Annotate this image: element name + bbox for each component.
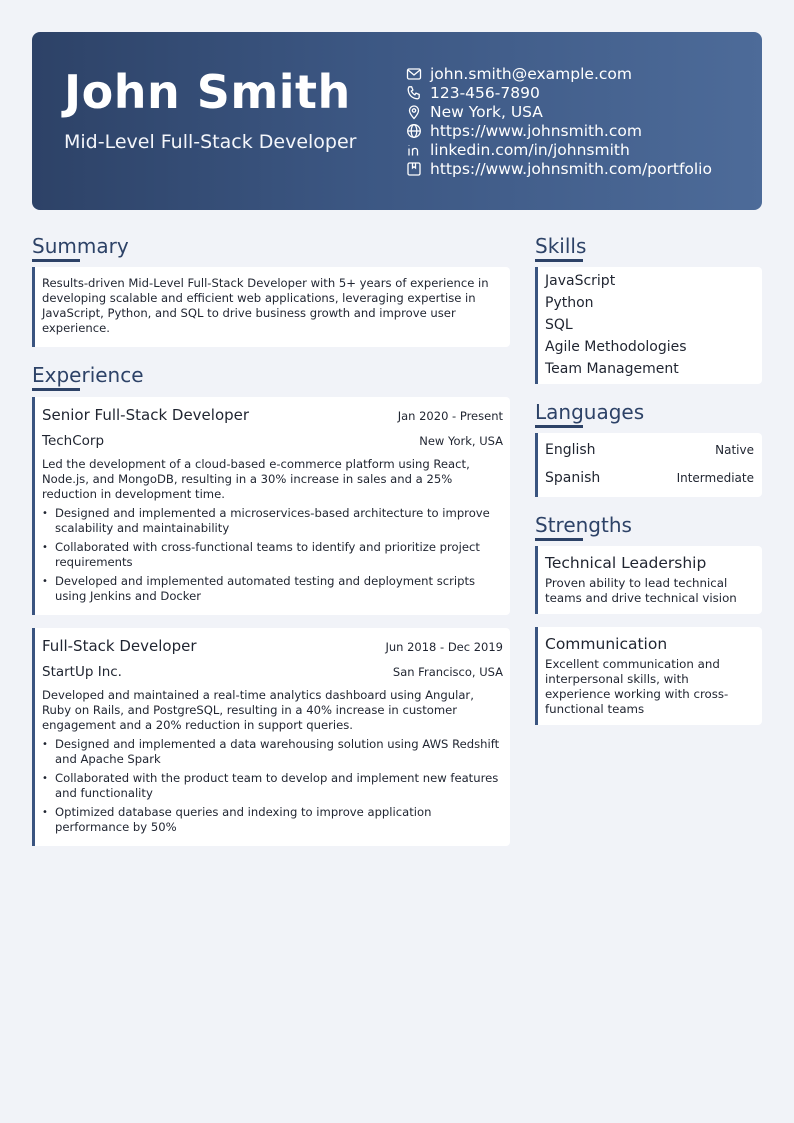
job-dates: Jan 2020 - Present xyxy=(397,409,503,423)
job-role: Senior Full-Stack Developer xyxy=(42,406,250,424)
contact-linkedin-text: linkedin.com/in/johnsmith xyxy=(430,140,630,159)
contact-portfolio-text: https://www.johnsmith.com/portfolio xyxy=(430,159,712,178)
languages-list xyxy=(535,433,762,497)
skill-item: JavaScript xyxy=(545,273,616,289)
list-item: • Designed and implemented a microservices-based architecture to improve scalability and maintainability xyxy=(42,506,503,536)
contact-linkedin[interactable] xyxy=(406,140,712,159)
languages-heading: Languages xyxy=(535,400,762,428)
language-item xyxy=(545,463,754,493)
language-level: Native xyxy=(715,443,754,457)
language-level: Intermediate xyxy=(676,471,754,485)
job-company: TechCorp xyxy=(42,433,105,449)
strengths-heading: Strengths xyxy=(535,513,762,541)
skills-list xyxy=(535,267,762,384)
job-dates: Jun 2018 - Dec 2019 xyxy=(385,640,503,654)
list-item: • Collaborated with the product team to develop and implement new features and functionality xyxy=(42,771,503,801)
phone-icon xyxy=(406,85,422,101)
candidate-title: Mid-Level Full-Stack Developer xyxy=(64,131,357,153)
experience-heading: Experience xyxy=(32,363,510,391)
skill-item: SQL xyxy=(545,317,573,333)
contact-website[interactable] xyxy=(406,121,712,140)
location-icon xyxy=(406,104,422,120)
mail-icon xyxy=(406,66,422,82)
job-description: Led the development of a cloud-based e-commerce platform using React, Node.js, and MongoDB, resulting in a 30% increase in sales and a 25% reduction in development time. xyxy=(42,457,470,501)
contact-website-text: https://www.johnsmith.com xyxy=(430,121,642,140)
portfolio-icon xyxy=(406,161,422,177)
list-item: • Designed and implemented a data warehousing solution using AWS Redshift and Apache Spark xyxy=(42,737,503,767)
linkedin-icon xyxy=(406,142,422,158)
left-column xyxy=(32,234,510,846)
skill-item: Python xyxy=(545,295,594,311)
contact-phone[interactable] xyxy=(406,83,712,102)
language-item xyxy=(545,437,754,463)
contact-location xyxy=(406,102,712,121)
strength-item xyxy=(535,627,762,725)
job-entry-startup xyxy=(32,628,510,846)
strength-name: Communication xyxy=(545,635,668,653)
right-column xyxy=(535,234,762,725)
job-description: Developed and maintained a real-time analytics dashboard using Angular, Ruby on Rails, and PostgreSQL, resulting in a 40% increase in customer engagement and a 20% reduction in support queries. xyxy=(42,688,474,732)
skill-item: Team Management xyxy=(545,361,679,377)
job-location: New York, USA xyxy=(419,434,503,448)
job-bullets xyxy=(42,506,503,604)
list-item: • Collaborated with cross-functional teams to identify and prioritize project requirements xyxy=(42,540,503,570)
skill-item: Agile Methodologies xyxy=(545,339,687,355)
strength-description: Excellent communication and interpersonal skills, with experience working with cross-functional teams xyxy=(545,657,729,716)
language-name: English xyxy=(545,442,596,458)
contact-portfolio[interactable] xyxy=(406,159,712,178)
summary-heading: Summary xyxy=(32,234,510,262)
candidate-name: John Smith xyxy=(64,65,351,119)
strength-name: Technical Leadership xyxy=(545,554,707,572)
contact-list xyxy=(406,64,712,178)
contact-email[interactable] xyxy=(406,64,712,83)
resume-header xyxy=(32,32,762,210)
contact-email-text: john.smith@example.com xyxy=(430,64,632,83)
strength-item xyxy=(535,546,762,614)
skills-heading: Skills xyxy=(535,234,762,262)
globe-icon xyxy=(406,123,422,139)
job-company: StartUp Inc. xyxy=(42,664,122,680)
language-name: Spanish xyxy=(545,470,601,486)
job-entry-techcorp xyxy=(32,397,510,615)
summary-text: Results-driven Mid-Level Full-Stack Developer with 5+ years of experience in developing scalable and efficient web applications, leveraging expertise in JavaScript, Python, and SQL to drive business growth and improve user experience. xyxy=(32,267,510,347)
contact-location-text: New York, USA xyxy=(430,102,543,121)
job-role: Full-Stack Developer xyxy=(42,637,197,655)
job-bullets xyxy=(42,737,503,835)
job-location: San Francisco, USA xyxy=(392,665,503,679)
strength-description: Proven ability to lead technical teams and drive technical vision xyxy=(545,576,737,605)
contact-phone-text: 123-456-7890 xyxy=(430,83,540,102)
list-item: • Optimized database queries and indexing to improve application performance by 50% xyxy=(42,805,503,835)
list-item: • Developed and implemented automated testing and deployment scripts using Jenkins and Docker xyxy=(42,574,503,604)
